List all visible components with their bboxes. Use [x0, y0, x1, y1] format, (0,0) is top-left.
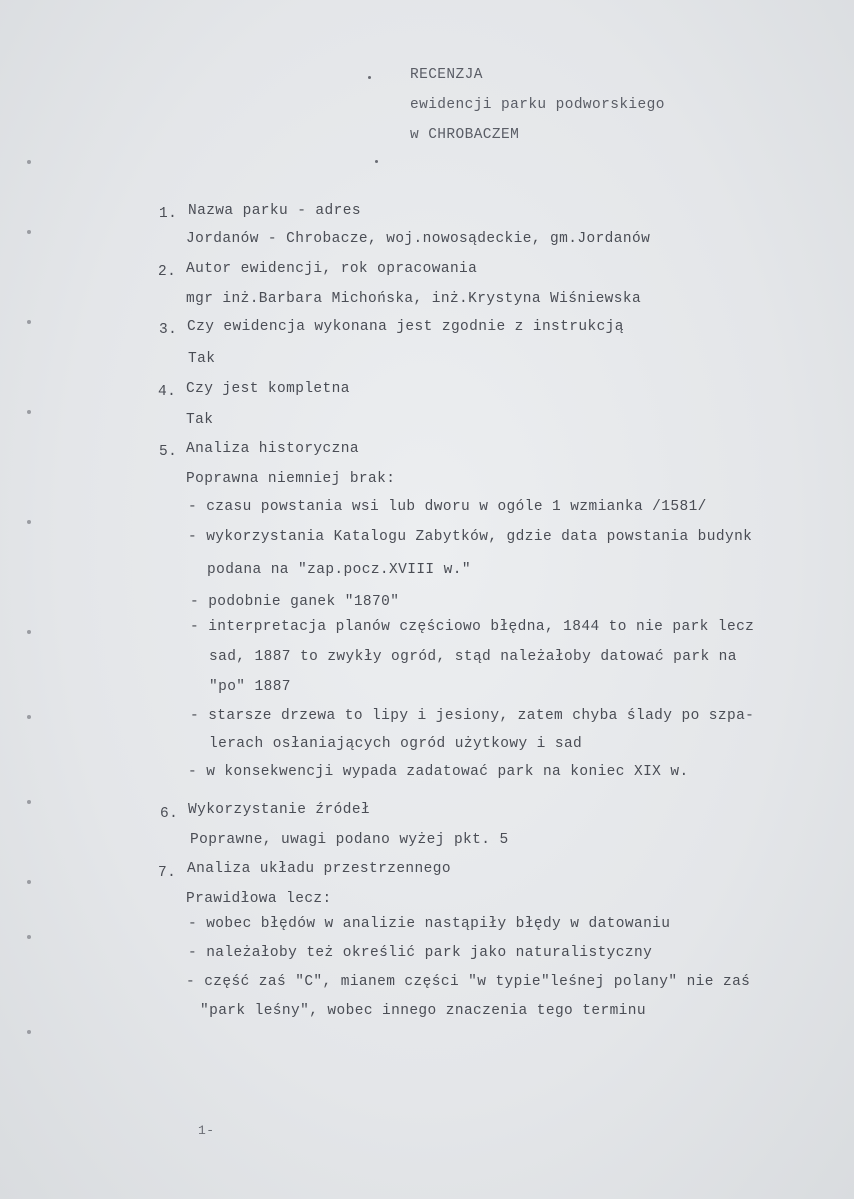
- section-number: 1.: [159, 206, 178, 222]
- stray-dot: [375, 160, 378, 163]
- section-line: - należałoby też określić park jako naturalistyczny: [188, 945, 653, 961]
- section-line: lerach osłaniających ogród użytkowy i sad: [209, 736, 583, 752]
- section-line: - interpretacja planów częściowo błędna, 1844 to nie park lecz: [190, 619, 755, 635]
- punch-mark: [27, 160, 31, 164]
- section-number: 7.: [158, 865, 177, 881]
- doc-subtitle-place: w CHROBACZEM: [410, 127, 520, 143]
- section-line: podana na "zap.pocz.XVIII w.": [207, 562, 471, 578]
- section-line: Tak: [188, 351, 216, 367]
- section-line: - wykorzystania Katalogu Zabytków, gdzie data powstania budynk: [188, 529, 753, 545]
- section-title: Autor ewidencji, rok opracowania: [186, 261, 478, 277]
- section-line: "po" 1887: [209, 679, 291, 695]
- section-title: Wykorzystanie źródeł: [188, 802, 371, 818]
- section-line: sad, 1887 to zwykły ogród, stąd należałoby datować park na: [209, 649, 737, 665]
- punch-mark: [27, 935, 31, 939]
- section-title: Nazwa parku - adres: [188, 203, 361, 219]
- section-number: 2.: [158, 264, 177, 280]
- section-line: - część zaś "C", mianem części "w typie"leśnej polany" nie zaś: [186, 974, 751, 990]
- punch-mark: [27, 320, 31, 324]
- doc-subtitle: ewidencji parku podworskiego: [410, 97, 665, 113]
- punch-mark: [27, 410, 31, 414]
- section-line: Tak: [186, 412, 214, 428]
- section-line: "park leśny", wobec innego znaczenia tego terminu: [200, 1003, 646, 1019]
- punch-mark: [27, 230, 31, 234]
- section-line: Poprawna niemniej brak:: [186, 471, 396, 487]
- page-mark: 1-: [198, 1123, 215, 1138]
- punch-mark: [27, 630, 31, 634]
- section-number: 5.: [159, 444, 178, 460]
- section-number: 4.: [158, 384, 177, 400]
- section-title: Analiza historyczna: [186, 441, 359, 457]
- section-title: Czy ewidencja wykonana jest zgodnie z instrukcją: [187, 319, 624, 335]
- section-line: mgr inż.Barbara Michońska, inż.Krystyna Wiśniewska: [186, 291, 642, 307]
- section-title: Analiza układu przestrzennego: [187, 861, 451, 877]
- section-number: 6.: [160, 806, 179, 822]
- doc-title: RECENZJA: [410, 67, 483, 83]
- section-line: Jordanów - Chrobacze, woj.nowosądeckie, gm.Jordanów: [186, 231, 651, 247]
- section-line: - czasu powstania wsi lub dworu w ogóle 1 wzmianka /1581/: [188, 499, 707, 515]
- punch-mark: [27, 715, 31, 719]
- section-line: Poprawne, uwagi podano wyżej pkt. 5: [190, 832, 509, 848]
- section-line: - podobnie ganek "1870": [190, 594, 400, 610]
- punch-mark: [27, 1030, 31, 1034]
- stray-dot: [368, 76, 371, 79]
- section-line: - starsze drzewa to lipy i jesiony, zatem chyba ślady po szpa-: [190, 708, 755, 724]
- punch-mark: [27, 800, 31, 804]
- punch-mark: [27, 520, 31, 524]
- section-line: - wobec błędów w analizie nastąpiły błędy w datowaniu: [188, 916, 671, 932]
- section-number: 3.: [159, 322, 178, 338]
- punch-mark: [27, 880, 31, 884]
- section-line: Prawidłowa lecz:: [186, 891, 332, 907]
- section-line: - w konsekwencji wypada zadatować park na koniec XIX w.: [188, 764, 689, 780]
- section-title: Czy jest kompletna: [186, 381, 350, 397]
